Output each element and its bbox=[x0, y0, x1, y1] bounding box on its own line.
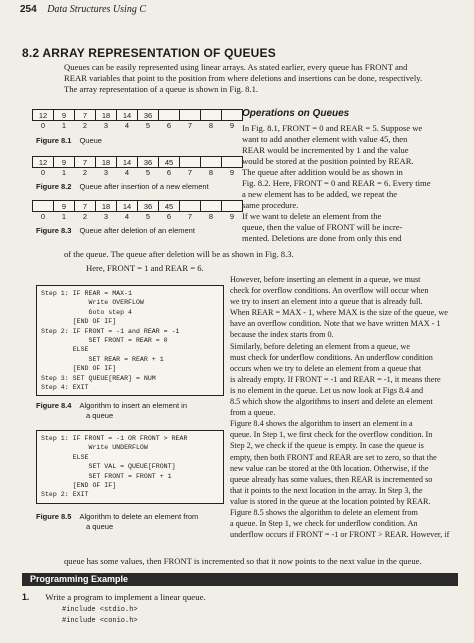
array-cell: 18 bbox=[96, 201, 117, 212]
array-cell: 36 bbox=[138, 157, 159, 168]
intro-line: The array representation of a queue is shown in Fig. 8.1. bbox=[64, 84, 259, 94]
array-index: 8 bbox=[208, 168, 214, 177]
text-line: check for overflow conditions. An overflow will occur when bbox=[230, 286, 429, 296]
book-title: Data Structures Using C bbox=[47, 4, 146, 15]
array-cell bbox=[180, 201, 201, 212]
text-line: However, before inserting an element in a queue, we must bbox=[230, 275, 421, 284]
text-line: Figure 8.4 shows the algorithm to insert an element in a bbox=[230, 419, 413, 429]
insert-algorithm-box: Step 1: IF REAR = MAX-1 Write OVERFLOW Goto step 4 [END OF IF] Step 2: IF FRONT = -1 and REAR = -1 SET FRONT = REAR = 0 ELSE SET REAR = REAR + 1 [END OF IF] Step 3: SET QUEUE[REAR] = NUM Step 4: EXIT bbox=[36, 285, 224, 396]
text-line: new value can be stored at the 0th location. Otherwise, if the bbox=[230, 463, 429, 473]
array-cell bbox=[180, 110, 201, 121]
question-text: Write a program to implement a linear queue. bbox=[45, 592, 206, 602]
array-cell: 18 bbox=[96, 110, 117, 121]
text-line: Figure 8.5 shows the algorithm to delete an element from bbox=[230, 507, 418, 517]
deletion-text bbox=[64, 249, 460, 274]
text-line: REAR would be incremented by 1 and the value bbox=[242, 145, 409, 155]
text-line: value is stored in the queue at the location pointed by REAR. bbox=[230, 496, 431, 506]
text-line: same procedure. bbox=[242, 200, 299, 210]
text-line: 8.5 which show the algorithms to insert and delete an element bbox=[230, 397, 433, 407]
array-index: 4 bbox=[124, 121, 130, 130]
figure-caption-text: Algorithm to insert an element in bbox=[79, 401, 187, 410]
text-line: Here, FRONT = 1 and REAR = 6. bbox=[86, 263, 204, 273]
array-cell: 45 bbox=[159, 201, 180, 212]
array-index: 6 bbox=[166, 212, 172, 221]
text-line: If we want to delete an element from the bbox=[242, 211, 382, 221]
array-index: 2 bbox=[82, 212, 88, 221]
array-cell bbox=[201, 157, 222, 168]
array-cell: 7 bbox=[75, 157, 96, 168]
array-cell: 45 bbox=[159, 157, 180, 168]
text-line: When REAR = MAX - 1, where MAX is the size of the queue, we bbox=[230, 308, 448, 318]
text-line: must check for underflow conditions. An underflow condition bbox=[230, 352, 433, 362]
array-cell: 7 bbox=[75, 201, 96, 212]
figure-label: Figure 8.5 bbox=[36, 512, 72, 521]
array-cell: 9 bbox=[54, 201, 75, 212]
text-line: Similarly, before deleting an element from a queue, we bbox=[230, 341, 410, 351]
array-index: 5 bbox=[145, 168, 151, 177]
array-cell: 9 bbox=[54, 110, 75, 121]
operations-heading: Operations on Queues bbox=[242, 108, 350, 119]
array-index: 4 bbox=[124, 212, 130, 221]
text-line: occurs when we try to delete an element from a queue that bbox=[230, 363, 422, 373]
array-cell bbox=[201, 201, 222, 212]
delete-algorithm-box: Step 1: IF FRONT = -1 OR FRONT > REAR Write UNDERFLOW ELSE SET VAL = QUEUE[FRONT] SET FRONT = FRONT + 1 [END OF IF] Step 2: EXIT bbox=[36, 430, 224, 504]
text-line: because the index starts from 0. bbox=[230, 330, 334, 340]
code-line: #include <conio.h> bbox=[62, 617, 138, 625]
programming-question bbox=[22, 592, 206, 602]
text-line: In Fig. 8.1, FRONT = 0 and REAR = 5. Suppose we bbox=[242, 123, 423, 133]
array-index: 5 bbox=[145, 121, 151, 130]
code-line: #include <stdio.h> bbox=[62, 606, 138, 614]
intro-line: REAR variables that point to the position from where deletions and insertions can be done, respectively. bbox=[64, 73, 423, 83]
array-cell bbox=[180, 157, 201, 168]
figure-caption-text: Queue after insertion of a new element bbox=[79, 182, 209, 191]
array-cell: 36 bbox=[138, 201, 159, 212]
text-line: Step 2, we check if the queue is empty. In case the queue is bbox=[230, 441, 424, 451]
array-index: 2 bbox=[82, 121, 88, 130]
array-cell: 14 bbox=[117, 157, 138, 168]
figure-label: Figure 8.4 bbox=[36, 401, 72, 410]
array-index: 5 bbox=[145, 212, 151, 221]
text-line: empty, then both FRONT and REAR are set to zero, so that the bbox=[230, 452, 437, 462]
array-index: 8 bbox=[208, 212, 214, 221]
figure-caption bbox=[36, 182, 209, 191]
text-line: is no element in the queue. Let us now look at Figs 8.4 and bbox=[230, 385, 424, 395]
array-cell bbox=[201, 110, 222, 121]
text-line: of the queue. The queue after deletion will be as shown in Fig. 8.3. bbox=[64, 249, 294, 259]
operations-paragraph bbox=[242, 123, 458, 244]
array-index: 8 bbox=[208, 121, 214, 130]
array-index: 3 bbox=[103, 212, 109, 221]
text-line: mented. Deletions are done from only this end bbox=[242, 233, 402, 243]
figure-caption-text: a queue bbox=[86, 522, 114, 531]
array-index: 2 bbox=[82, 168, 88, 177]
array-cell: 36 bbox=[138, 110, 159, 121]
array-index: 7 bbox=[187, 212, 193, 221]
array-cell: 18 bbox=[96, 157, 117, 168]
array-cell: 14 bbox=[117, 110, 138, 121]
queue-array-fig-8-1 bbox=[32, 109, 243, 130]
array-cell: 7 bbox=[75, 110, 96, 121]
figure-label: Figure 8.2 bbox=[36, 182, 72, 191]
array-index: 0 bbox=[40, 121, 46, 130]
question-number: 1. bbox=[22, 592, 30, 602]
array-index: 1 bbox=[61, 168, 67, 177]
text-line: a new element has to be added, we repeat the bbox=[242, 189, 398, 199]
array-index: 3 bbox=[103, 121, 109, 130]
array-cell bbox=[159, 110, 180, 121]
text-line: a queue. In Step 1, we check for underflow condition. An bbox=[230, 519, 418, 529]
queue-array-fig-8-2 bbox=[32, 156, 243, 177]
array-cell bbox=[222, 157, 243, 168]
array-index: 6 bbox=[166, 168, 172, 177]
array-index: 7 bbox=[187, 168, 193, 177]
text-line: have an overflow condition. Note that we have written MAX - 1 bbox=[230, 319, 441, 329]
text-line: is already empty. If FRONT = -1 and REAR = -1, it means there bbox=[230, 374, 441, 384]
closing-line: queue has some values, then FRONT is incremented so that it now points to the next value in the queue. bbox=[64, 556, 422, 566]
figure-label: Figure 8.3 bbox=[36, 226, 72, 235]
array-index: 1 bbox=[61, 121, 67, 130]
text-line: queue already has some values, then REAR is incremented so bbox=[230, 474, 433, 484]
array-index: 1 bbox=[61, 212, 67, 221]
array-cell: 14 bbox=[117, 201, 138, 212]
text-line: Fig. 8.2. Here, FRONT = 0 and REAR = 6. Every time bbox=[242, 178, 431, 188]
array-cell bbox=[222, 110, 243, 121]
array-index: 9 bbox=[229, 168, 235, 177]
figure-caption bbox=[36, 136, 102, 145]
intro-line: Queues can be easily represented using linear arrays. As stated earlier, every queue has FRONT and bbox=[64, 62, 408, 72]
text-line: would be stored at the position pointed by REAR. bbox=[242, 156, 414, 166]
array-index: 0 bbox=[40, 168, 46, 177]
text-line: that it points to the next location in the array. In Step 3, the bbox=[230, 485, 423, 495]
queue-array-fig-8-3 bbox=[32, 200, 243, 221]
running-header bbox=[20, 4, 146, 15]
array-index: 3 bbox=[103, 168, 109, 177]
figure-caption-text: Queue after deletion of an element bbox=[79, 226, 195, 235]
array-cell: 9 bbox=[54, 157, 75, 168]
figure-caption bbox=[36, 226, 195, 235]
intro-paragraph bbox=[64, 62, 460, 95]
array-index: 0 bbox=[40, 212, 46, 221]
text-line: want to add another element with value 45, then bbox=[242, 134, 408, 144]
text-line: underflow occurs if FRONT = -1 or FRONT > REAR. However, if bbox=[230, 530, 450, 540]
array-index: 4 bbox=[124, 168, 130, 177]
figure-caption-text: a queue bbox=[86, 411, 114, 420]
array-cell: 12 bbox=[33, 157, 54, 168]
text-line: queue, then the value of FRONT will be incre- bbox=[242, 222, 403, 232]
figure-caption bbox=[36, 512, 198, 532]
figure-caption-text: Algorithm to delete an element from bbox=[79, 512, 199, 521]
text-line: from a queue. bbox=[230, 408, 276, 418]
array-cell bbox=[222, 201, 243, 212]
section-heading: 8.2 ARRAY REPRESENTATION OF QUEUES bbox=[22, 46, 276, 60]
text-line: we try to insert an element into a queue that is already full. bbox=[230, 297, 423, 307]
array-cell bbox=[33, 201, 54, 212]
array-index: 7 bbox=[187, 121, 193, 130]
array-index: 6 bbox=[166, 121, 172, 130]
programming-example-bar: Programming Example bbox=[22, 573, 458, 586]
right-column-text bbox=[230, 274, 460, 540]
figure-label: Figure 8.1 bbox=[36, 136, 72, 145]
figure-caption-text: Queue bbox=[79, 136, 102, 145]
page-number: 254 bbox=[20, 4, 37, 15]
text-line: queue. In Step 1, we first check for the overflow condition. In bbox=[230, 430, 433, 440]
text-line: The queue after addition would be as shown in bbox=[242, 167, 403, 177]
array-cell: 12 bbox=[33, 110, 54, 121]
array-index: 9 bbox=[229, 121, 235, 130]
array-index: 9 bbox=[229, 212, 235, 221]
figure-caption bbox=[36, 401, 187, 421]
